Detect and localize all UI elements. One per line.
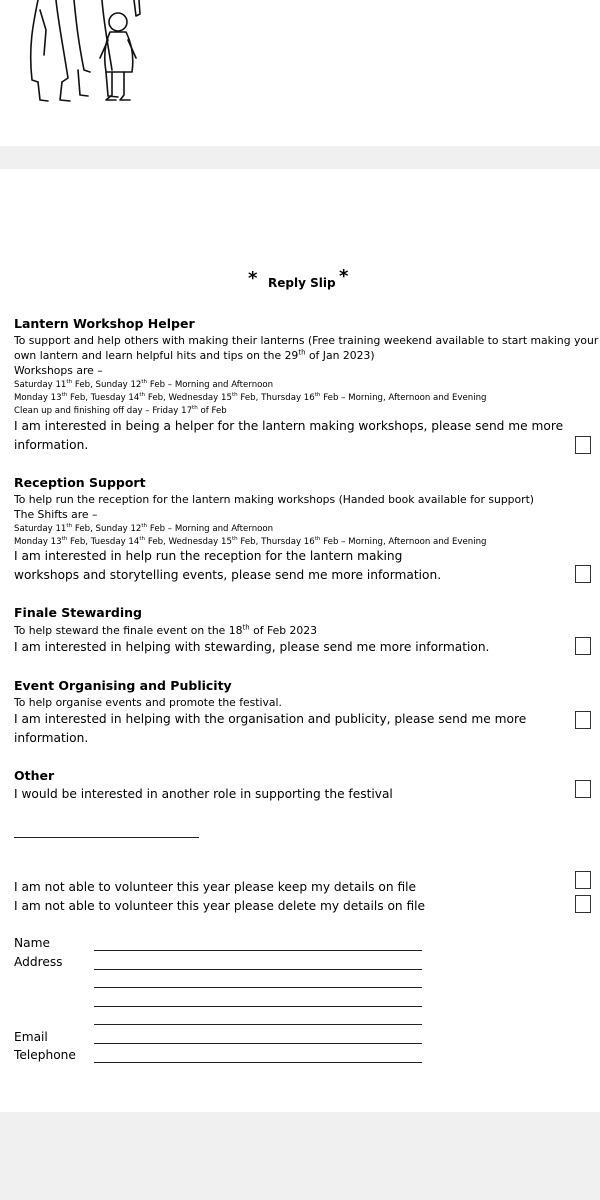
section-heading: Finale Stewarding <box>14 605 142 620</box>
section-description: To help organise events and promote the festival. <box>14 696 282 709</box>
interest-statement: workshops and storytelling events, please send me more information. <box>14 568 442 582</box>
section-description: To help steward the finale event on the 18th of Feb 2023 <box>14 622 317 637</box>
keep-details-checkbox[interactable] <box>575 871 591 889</box>
section-description: To help run the reception for the lantern making workshops (Handed book available for support) <box>14 493 535 506</box>
email-field[interactable] <box>94 1043 422 1044</box>
other-role-line[interactable] <box>14 837 199 838</box>
interest-statement: I would be interested in another role in supporting the festival <box>14 787 393 801</box>
schedule-line: Saturday 11th Feb, Sunday 12th Feb – Morning and Afternoon <box>14 523 274 534</box>
section-heading: Reception Support <box>14 475 146 490</box>
section-description: To support and help others with making their lanterns (Free training weekend available to start making your <box>14 334 599 347</box>
name-label: Name <box>14 936 50 950</box>
organising-publicity-checkbox[interactable] <box>575 711 591 729</box>
telephone-field[interactable] <box>94 1062 422 1063</box>
address-field[interactable] <box>94 1006 422 1007</box>
workshop-helper-checkbox[interactable] <box>575 436 591 454</box>
interest-statement: information. <box>14 731 89 745</box>
address-label: Address <box>14 955 63 969</box>
interest-statement: I am interested in being a helper for the lantern making workshops, please send me more <box>14 419 564 433</box>
email-label: Email <box>14 1030 48 1044</box>
name-field[interactable] <box>94 950 422 951</box>
section-description: own lantern and learn helpful hits and tips on the 29th of Jan 2023) <box>14 347 375 362</box>
delete-details-checkbox[interactable] <box>575 895 591 913</box>
interest-statement: I am interested in helping with stewarding, please send me more information. <box>14 640 490 654</box>
schedule-line: Saturday 11th Feb, Sunday 12th Feb – Morning and Afternoon <box>14 379 274 390</box>
keep-details-statement: I am not able to volunteer this year please keep my details on file <box>14 880 417 894</box>
telephone-label: Telephone <box>14 1048 76 1062</box>
form-title: Reply Slip <box>268 276 336 290</box>
star-icon: * <box>339 266 349 287</box>
reception-support-checkbox[interactable] <box>575 565 591 583</box>
schedule-line: Monday 13th Feb, Tuesday 14th Feb, Wednesday 15th Feb, Thursday 16th Feb – Morning, Afternoon and Evening <box>14 392 487 403</box>
schedule-line: Monday 13th Feb, Tuesday 14th Feb, Wednesday 15th Feb, Thursday 16th Feb – Morning, Afternoon and Evening <box>14 536 487 547</box>
other-role-checkbox[interactable] <box>575 780 591 798</box>
address-field[interactable] <box>94 987 422 988</box>
star-icon: * <box>248 268 258 289</box>
previous-page <box>0 0 600 146</box>
reply-slip-page <box>0 169 600 1112</box>
section-heading: Other <box>14 768 55 783</box>
interest-statement: information. <box>14 438 89 452</box>
interest-statement: I am interested in help run the reception for the lantern making <box>14 549 403 563</box>
finale-stewarding-checkbox[interactable] <box>575 637 591 655</box>
interest-statement: I am interested in helping with the organisation and publicity, please send me more <box>14 712 527 726</box>
section-description: Workshops are – <box>14 364 103 377</box>
section-heading: Event Organising and Publicity <box>14 678 232 693</box>
schedule-line: Clean up and finishing off day – Friday 17th of Feb <box>14 405 227 416</box>
address-field[interactable] <box>94 969 422 970</box>
delete-details-statement: I am not able to volunteer this year please delete my details on file <box>14 899 426 913</box>
section-heading: Lantern Workshop Helper <box>14 316 195 331</box>
address-field[interactable] <box>94 1024 422 1025</box>
people-illustration <box>18 0 143 110</box>
section-description: The Shifts are – <box>14 508 98 521</box>
